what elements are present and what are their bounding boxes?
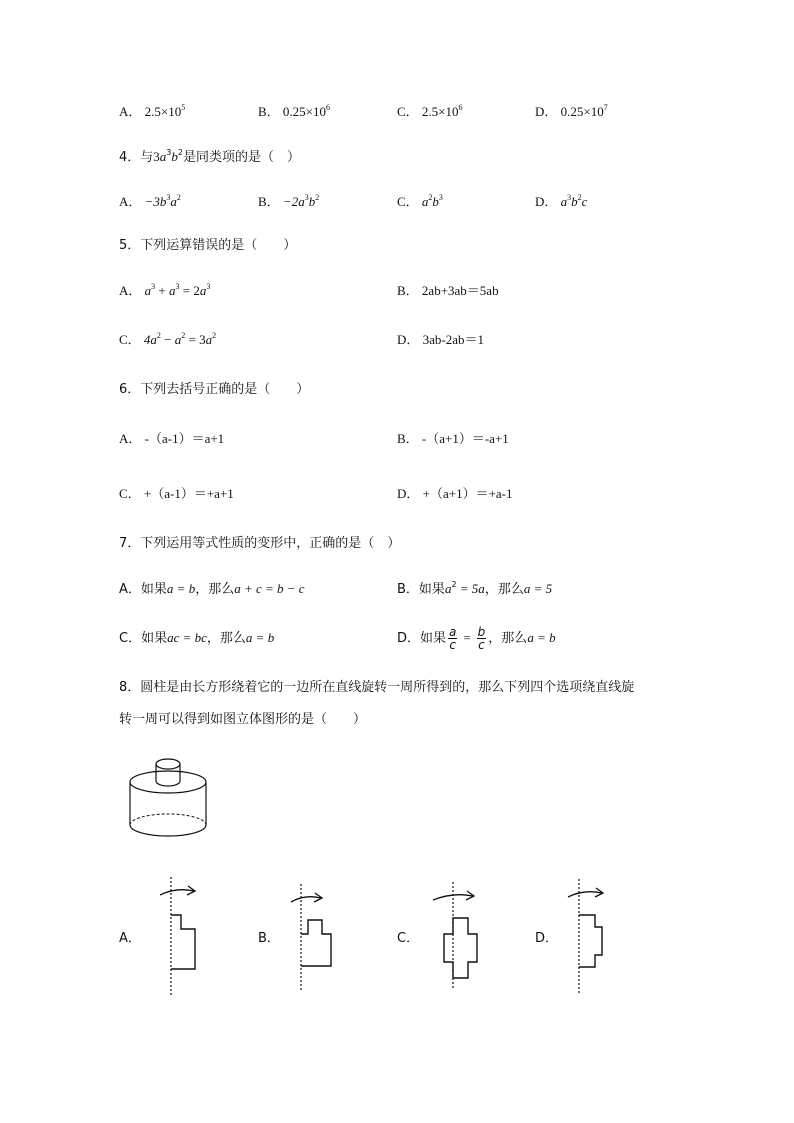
option-b-figure [285, 882, 345, 994]
q6-option-a: A． -（a-1）＝a+1 [119, 431, 225, 446]
q8-stem-line2: 转一周可以得到如图立体图形的是（ ） [119, 712, 367, 727]
q6-option-d: D． +（a+1）＝+a-1 [397, 486, 513, 501]
q7-option-d: D．如果 $\frac{a}{c}$ = $\frac{b}{c}$ ，那么a = b [397, 625, 556, 652]
q8-stem-line1: 8．圆柱是由长方形绕着它的一边所在直线旋转一周所得到的，那么下列四个选项绕直线旋 [119, 680, 635, 695]
q6-option-b: B． -（a+1）＝-a+1 [397, 431, 509, 446]
q4-option-b: B． $-2a^3b^2$ [258, 193, 320, 209]
option-a-figure [150, 875, 210, 1000]
q7-stem: 7．下列运用等式性质的变形中，正确的是（ ） [119, 536, 401, 551]
q6-stem: 6．下列去括号正确的是（ ） [119, 382, 310, 397]
q4-option-d: D． $a^3b^2c$ [535, 193, 588, 209]
fraction-a-over-c: $\frac{a}{c}$ [449, 625, 457, 652]
q8-option-c-label: C． [397, 931, 420, 946]
q3-option-a: A． $2.5\times 10^5$ [119, 103, 186, 119]
q5-option-a: A． $a^3 + a^3 = 2a^3$ [119, 282, 211, 298]
option-d-figure [562, 877, 622, 997]
q4-option-a: A． $-3b^3a^2$ [119, 193, 181, 209]
q8-option-d-label: D． [535, 931, 559, 946]
q3-option-d: D． $0.25\times 10^7$ [535, 103, 608, 119]
q7-option-b: B．如果$a^2 = 5a$，那么a = 5 [397, 580, 553, 597]
q5-option-b: B． 2ab+3ab＝5ab [397, 283, 499, 298]
fraction-b-over-c: $\frac{b}{c}$ [477, 625, 486, 652]
q5-stem: 5．下列运算错误的是（ ） [119, 238, 297, 253]
stacked-cylinder-figure [120, 755, 220, 845]
q4-option-c: C． $a^2b^3$ [397, 193, 443, 209]
q5-option-c: C． $4a^2 - a^2 = 3a^2$ [119, 331, 217, 347]
q3-option-b: B． $0.25\times 10^6$ [258, 103, 331, 119]
q6-option-c: C． +（a-1）＝+a+1 [119, 486, 234, 501]
q7-option-c: C．如果ac = bc，那么a = b [119, 630, 275, 646]
option-c-figure [425, 880, 495, 995]
q8-option-a-label: A． [119, 931, 141, 946]
q7-option-a: A．如果a = b，那么a + c = b − c [119, 581, 305, 597]
q3-option-c: C． $2.5\times 10^6$ [397, 103, 463, 119]
q5-option-d: D． 3ab-2ab＝1 [397, 332, 485, 347]
q8-option-b-label: B． [258, 931, 280, 946]
q4-stem: 4．与$3a^3b^2$是同类项的是（ ） [119, 148, 300, 165]
